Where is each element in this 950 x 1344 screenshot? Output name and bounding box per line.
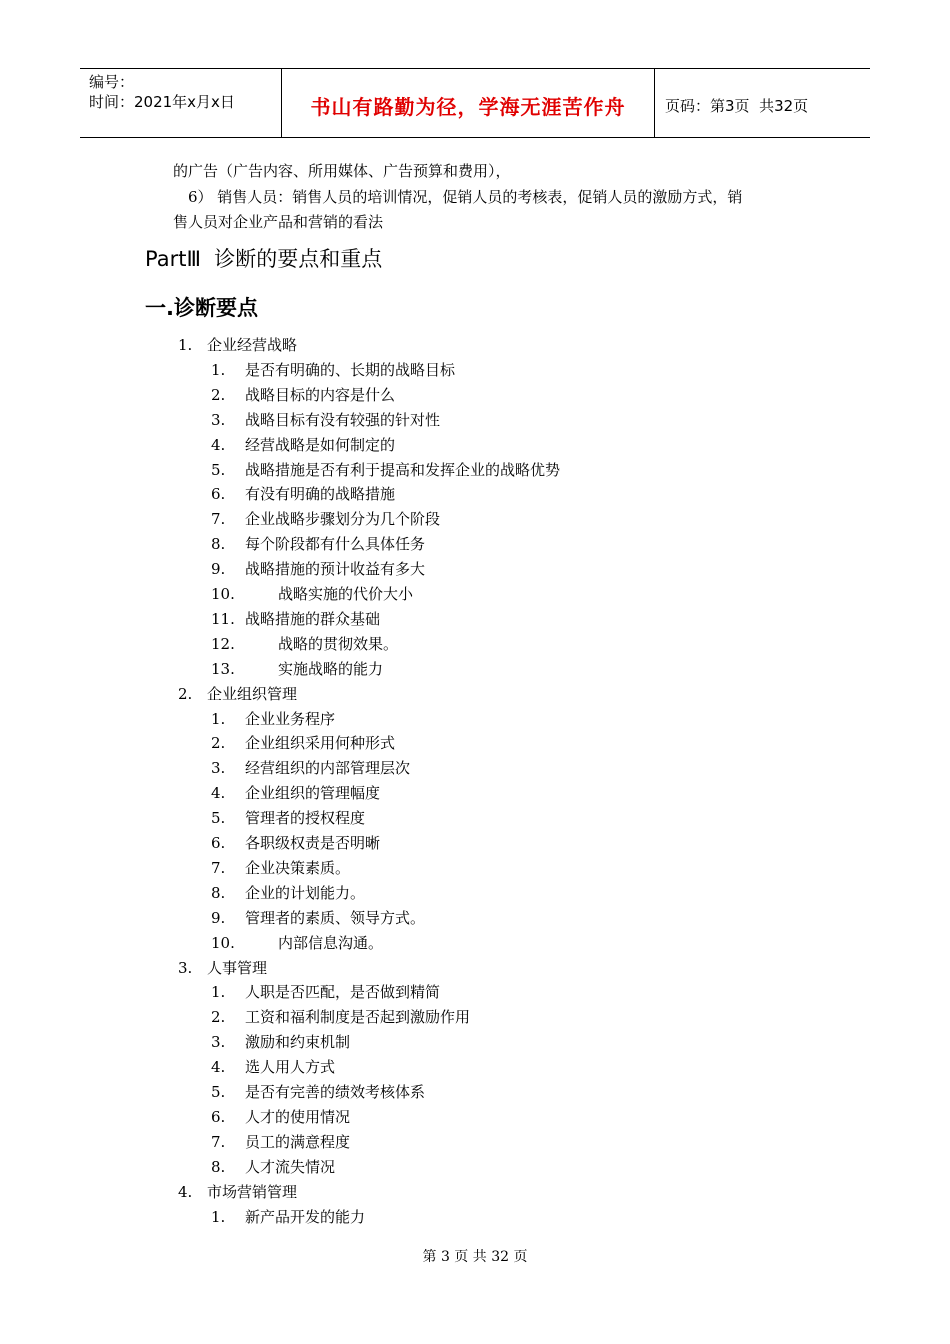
item-number: 5. [211,1083,226,1101]
item-text: 战略的贯彻效果。 [278,635,399,653]
section-number: 1. [178,336,193,354]
item-number: 6. [211,485,226,503]
header-meta-cell [80,69,282,137]
item-text: 人职是否匹配，是否做到精简 [245,983,441,1001]
item-number: 2. [211,386,226,404]
item-text: 人才的使用情况 [245,1108,351,1126]
intro-line-2: 6） 销售人员：销售人员的培训情况，促销人员的考核表，促销人员的激励方式，销 [188,188,743,206]
item-text: 战略目标的内容是什么 [245,386,396,404]
section-number: 2. [178,685,193,703]
item-number: 6. [211,834,226,852]
item-number: 8. [211,535,226,553]
item-text: 企业决策素质。 [245,859,351,877]
item-number: 9. [211,560,226,578]
section-heading: 企业经营战略 [207,336,298,354]
item-number: 6. [211,1108,226,1126]
intro-line-1: 的广告（广告内容、所用媒体、广告预算和费用）， [173,162,511,180]
page-footer: 第 3 页 共 32 页 [422,1249,528,1265]
item-number: 2. [211,1008,226,1026]
item-number: 11. [211,610,235,628]
item-text: 战略目标有没有较强的针对性 [245,411,441,429]
header-page-cell [655,69,870,137]
item-number: 7. [211,1133,226,1151]
item-text: 是否有完善的绩效考核体系 [245,1083,426,1101]
item-number: 10. [211,934,235,952]
item-number: 1. [211,1208,226,1226]
item-text: 战略措施的群众基础 [245,610,381,628]
item-text: 选人用人方式 [245,1058,336,1076]
item-number: 5. [211,809,226,827]
item-text: 战略措施的预计收益有多大 [245,560,426,578]
item-number: 3. [211,1033,226,1051]
item-number: 8. [211,1158,226,1176]
section-heading: 人事管理 [207,959,268,977]
item-number: 1. [211,361,226,379]
page-header [80,68,870,138]
item-text: 企业组织的管理幅度 [245,784,381,802]
intro-line-3: 售人员对企业产品和营销的看法 [173,213,384,231]
item-text: 每个阶段都有什么具体任务 [245,535,426,553]
item-text: 激励和约束机制 [245,1033,351,1051]
item-number: 3. [211,411,226,429]
item-number: 1. [211,983,226,1001]
item-text: 是否有明确的、长期的战略目标 [245,361,456,379]
item-number: 2. [211,734,226,752]
item-text: 企业业务程序 [245,710,336,728]
serial-label: 编号： [89,73,135,91]
section-heading: 企业组织管理 [207,685,298,703]
item-text: 各职级权责是否明晰 [245,834,381,852]
item-number: 8. [211,884,226,902]
item-text: 企业战略步骤划分为几个阶段 [245,510,441,528]
item-text: 内部信息沟通。 [278,934,384,952]
item-text: 有没有明确的战略措施 [245,485,396,503]
item-text: 员工的满意程度 [245,1133,351,1151]
item-number: 13. [211,660,235,678]
item-number: 4. [211,436,226,454]
section-heading: 市场营销管理 [207,1183,298,1201]
item-number: 4. [211,784,226,802]
item-number: 4. [211,1058,226,1076]
item-text: 企业组织采用何种形式 [245,734,396,752]
item-text: 实施战略的能力 [278,660,384,678]
item-text: 经营组织的内部管理层次 [245,759,411,777]
item-text: 工资和福利制度是否起到激励作用 [245,1008,471,1026]
section-number: 3. [178,959,193,977]
item-text: 战略措施是否有利于提高和发挥企业的战略优势 [245,461,561,479]
item-number: 7. [211,859,226,877]
item-number: 3. [211,759,226,777]
item-number: 7. [211,510,226,528]
item-text: 企业的计划能力。 [245,884,366,902]
item-text: 新产品开发的能力 [245,1208,366,1226]
section-number: 4. [178,1183,193,1201]
section-title: 一.诊断要点 [145,296,258,320]
item-text: 管理者的素质、领导方式。 [245,909,426,927]
item-number: 10. [211,585,235,603]
page-info: 页码：第3页 共32页 [665,96,809,115]
item-text: 人才流失情况 [245,1158,336,1176]
part-title: PartⅢ 诊断的要点和重点 [145,247,383,271]
item-text: 经营战略是如何制定的 [245,436,396,454]
item-text: 战略实施的代价大小 [278,585,414,603]
date-label: 时间：2021年x月x日 [89,93,235,111]
item-text: 管理者的授权程度 [245,809,366,827]
item-number: 12. [211,635,235,653]
header-motto: 书山有路勤为径，学海无涯苦作舟 [282,69,655,137]
item-number: 5. [211,461,226,479]
item-number: 9. [211,909,226,927]
item-number: 1. [211,710,226,728]
